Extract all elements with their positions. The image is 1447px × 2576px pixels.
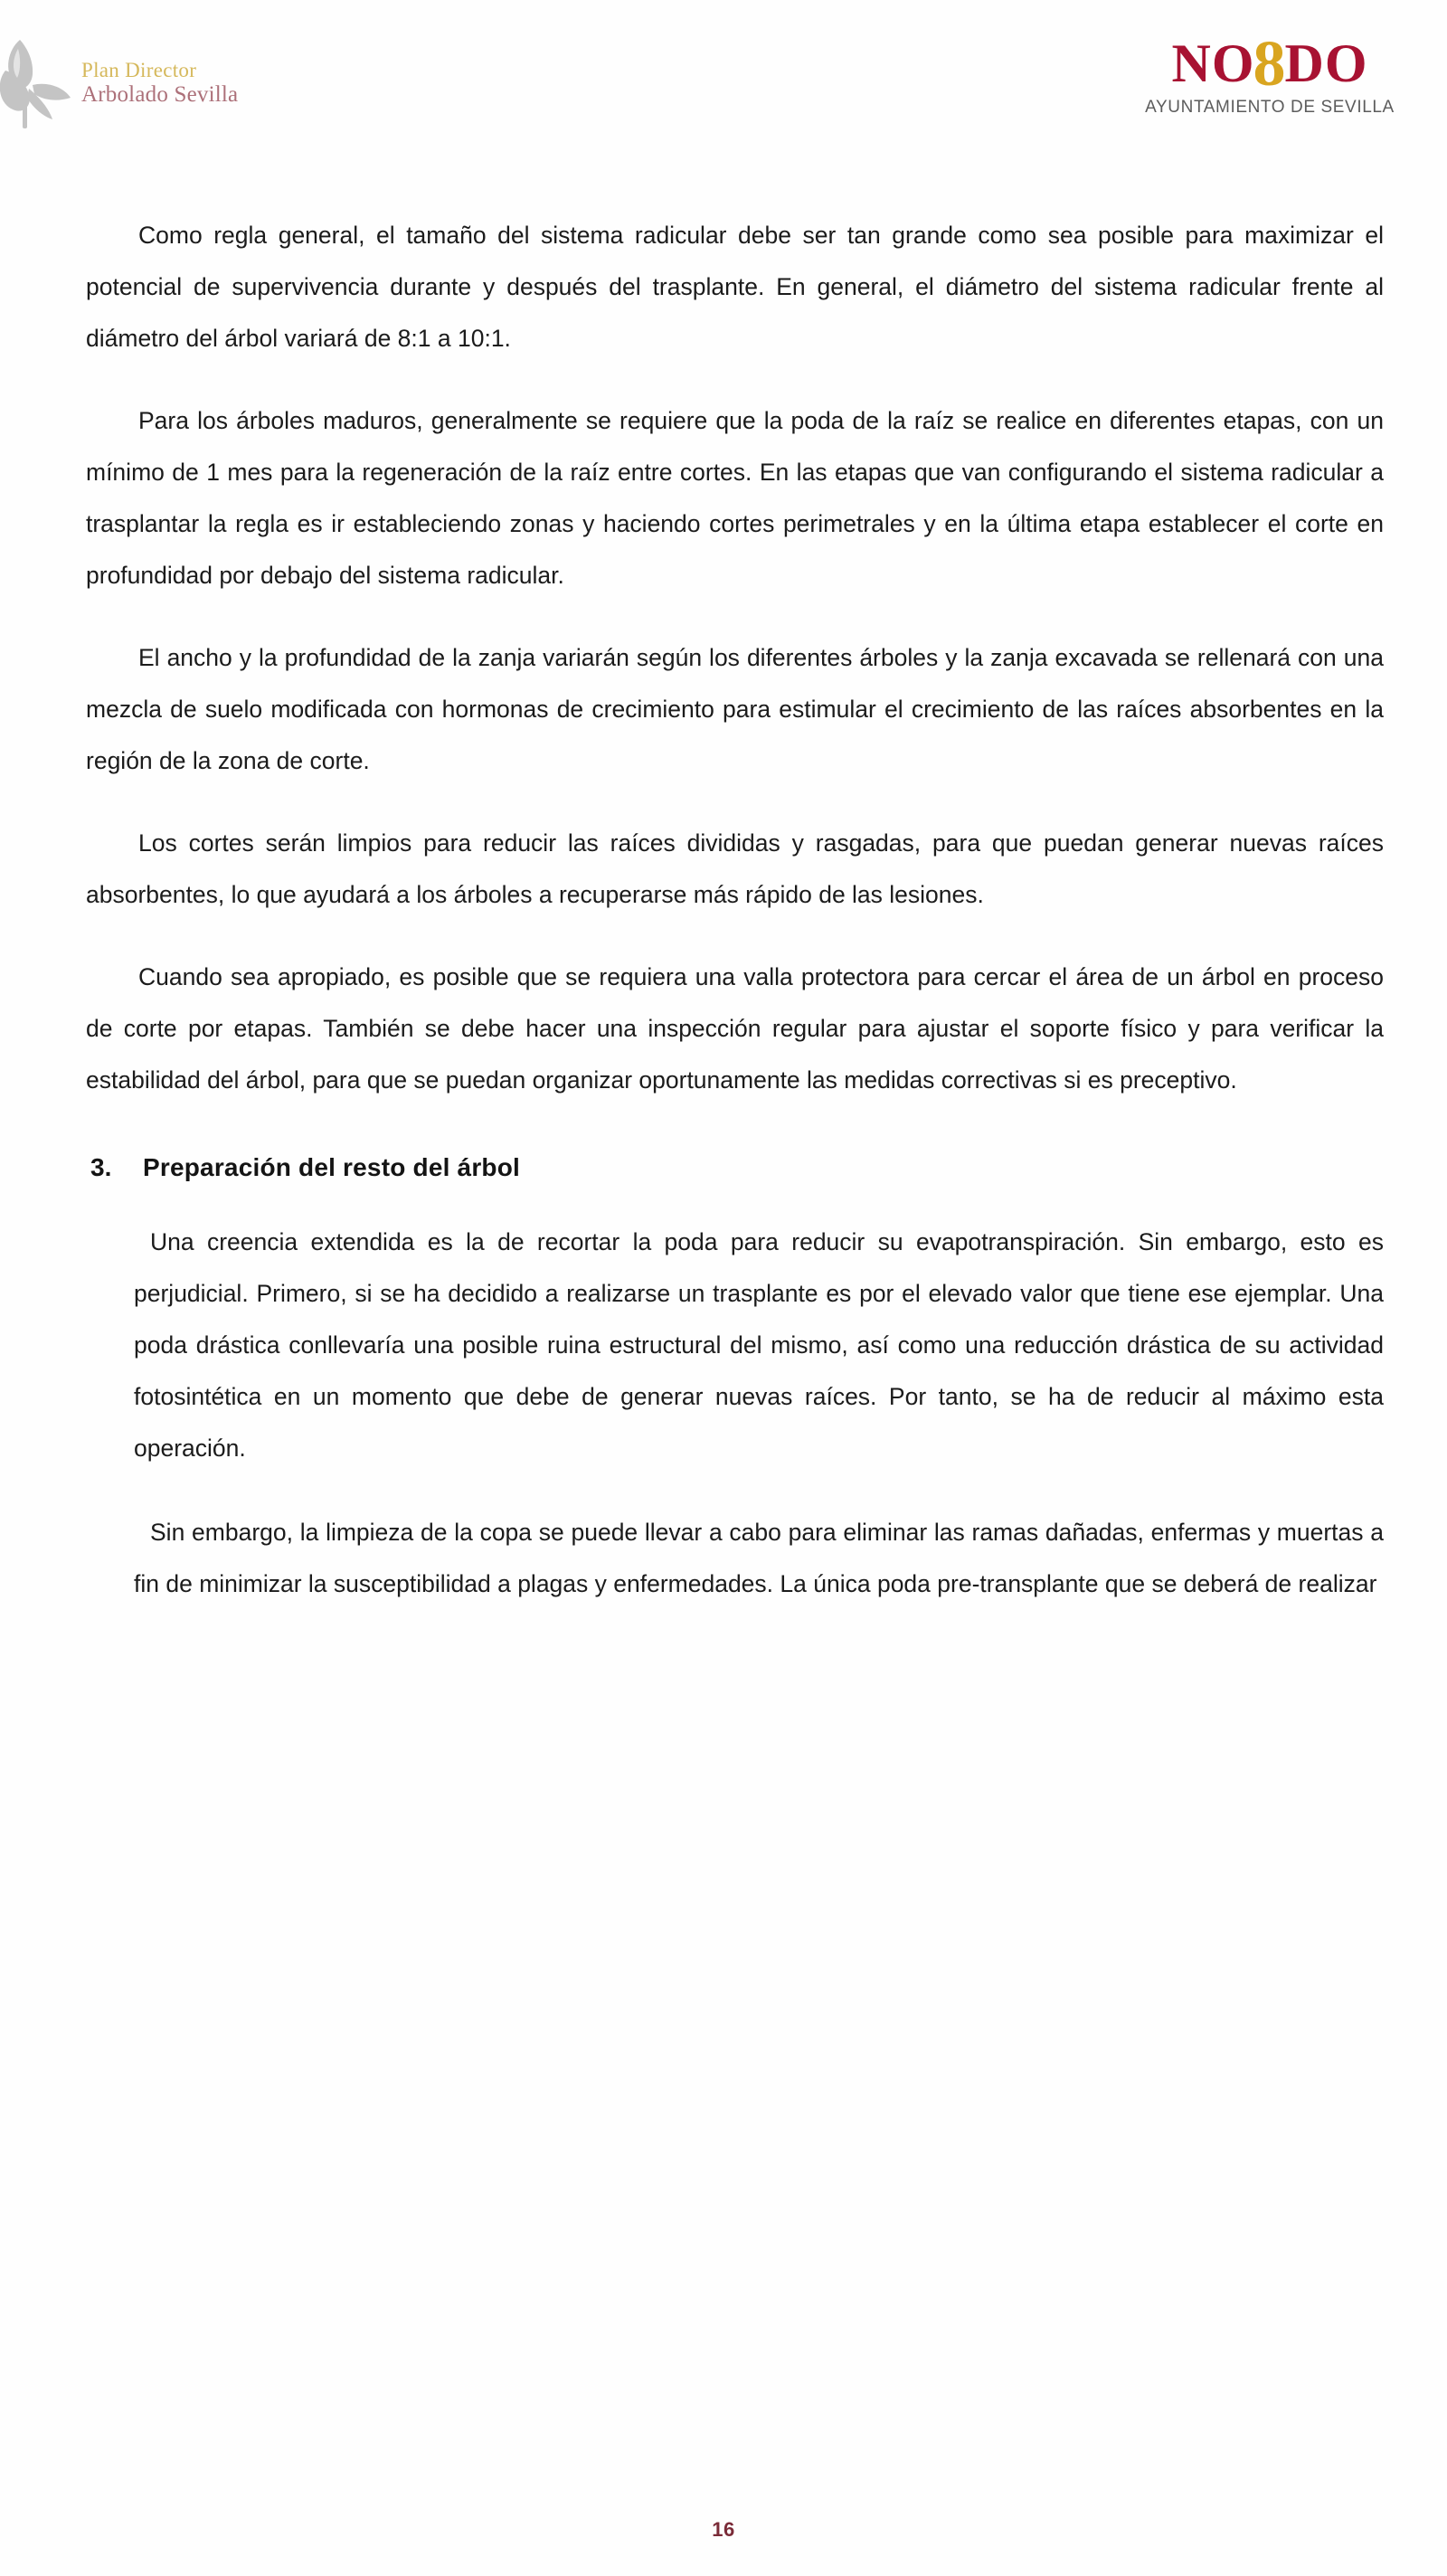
section-heading xyxy=(90,1153,1384,1182)
nosdo-prefix: NO xyxy=(1171,33,1255,93)
nosdo-knot-icon: 8 xyxy=(1253,27,1287,99)
page-footer xyxy=(0,2518,1447,2542)
paragraph: Cuando sea apropiado, es posible que se requiera una valla protectora para cercar el área de un árbol en proceso de corte por etapas. También se debe hacer una inspección regular para ajustar el soporte físico y para verificar la estabilidad del árbol, para que se puedan organizar oportunamente las medidas correctivas si es preceptivo. xyxy=(86,963,1384,1094)
paragraph: Como regla general, el tamaño del sistema radicular debe ser tan grande como sea posible para maximizar el potencial de supervivencia durante y después del trasplante. En general, el diámetro del sistema radicular frente al diámetro del árbol variará de 8:1 a 10:1. xyxy=(86,222,1384,352)
nosdo-suffix: DO xyxy=(1284,33,1368,93)
nosdo-logo xyxy=(1134,27,1405,118)
page-header xyxy=(0,0,1447,181)
nosdo-wordmark xyxy=(1171,27,1368,99)
paragraph: El ancho y la profundidad de la zanja variarán según los diferentes árboles y la zanja excavada se rellenará con una mezcla de suelo modificada con hormonas de crecimiento para estimular el crecimiento de las raíces absorbentes en la región de la zona de corte. xyxy=(86,644,1384,774)
paragraph: Los cortes serán limpios para reducir las raíces divididas y rasgadas, para que puedan generar nuevas raíces absorbentes, lo que ayudará a los árboles a recuperarse más rápido de las lesiones. xyxy=(86,829,1384,908)
page-number: 16 xyxy=(712,2518,735,2541)
paragraph: Para los árboles maduros, generalmente se requiere que la poda de la raíz se realice en diferentes etapas, con un mínimo de 1 mes para la regeneración de la raíz entre cortes. En las etapas que van configurando el sistema radicular a trasplantar la regla es ir estableciendo zonas y haciendo cortes perimetrales y en la última etapa establecer el corte en profundidad por debajo del sistema radicular. xyxy=(86,407,1384,589)
nosdo-subtitle: AYUNTAMIENTO DE SEVILLA xyxy=(1145,98,1395,117)
plan-director-line1: Plan Director xyxy=(81,59,197,82)
section-title: Preparación del resto del árbol xyxy=(143,1153,520,1181)
page-content xyxy=(0,210,1447,1643)
leaf-tree-icon xyxy=(0,34,76,132)
paragraph: Sin embargo, la limpieza de la copa se puede llevar a cabo para eliminar las ramas dañadas, enfermas y muertas a fin de minimizar la susceptibilidad a plagas y enfermedades. La única poda pre-transplante que se deberá de realizar xyxy=(134,1519,1384,1597)
plan-director-logo xyxy=(0,34,238,132)
paragraph: Una creencia extendida es la de recortar la poda para reducir su evapotranspiración. Sin embargo, esto es perjudicial. Primero, si se ha decidido a realizarse un trasplante es por el elevado valor que tiene ese ejemplar. Una poda drástica conllevaría una posible ruina estructural del mismo, así como una reducción drástica de su actividad fotosintética en un momento que debe de generar nuevas raíces. Por tanto, se ha de reducir al máximo esta operación. xyxy=(134,1228,1384,1462)
plan-director-line2: Arbolado Sevilla xyxy=(81,81,239,107)
section-number: 3. xyxy=(90,1153,112,1181)
